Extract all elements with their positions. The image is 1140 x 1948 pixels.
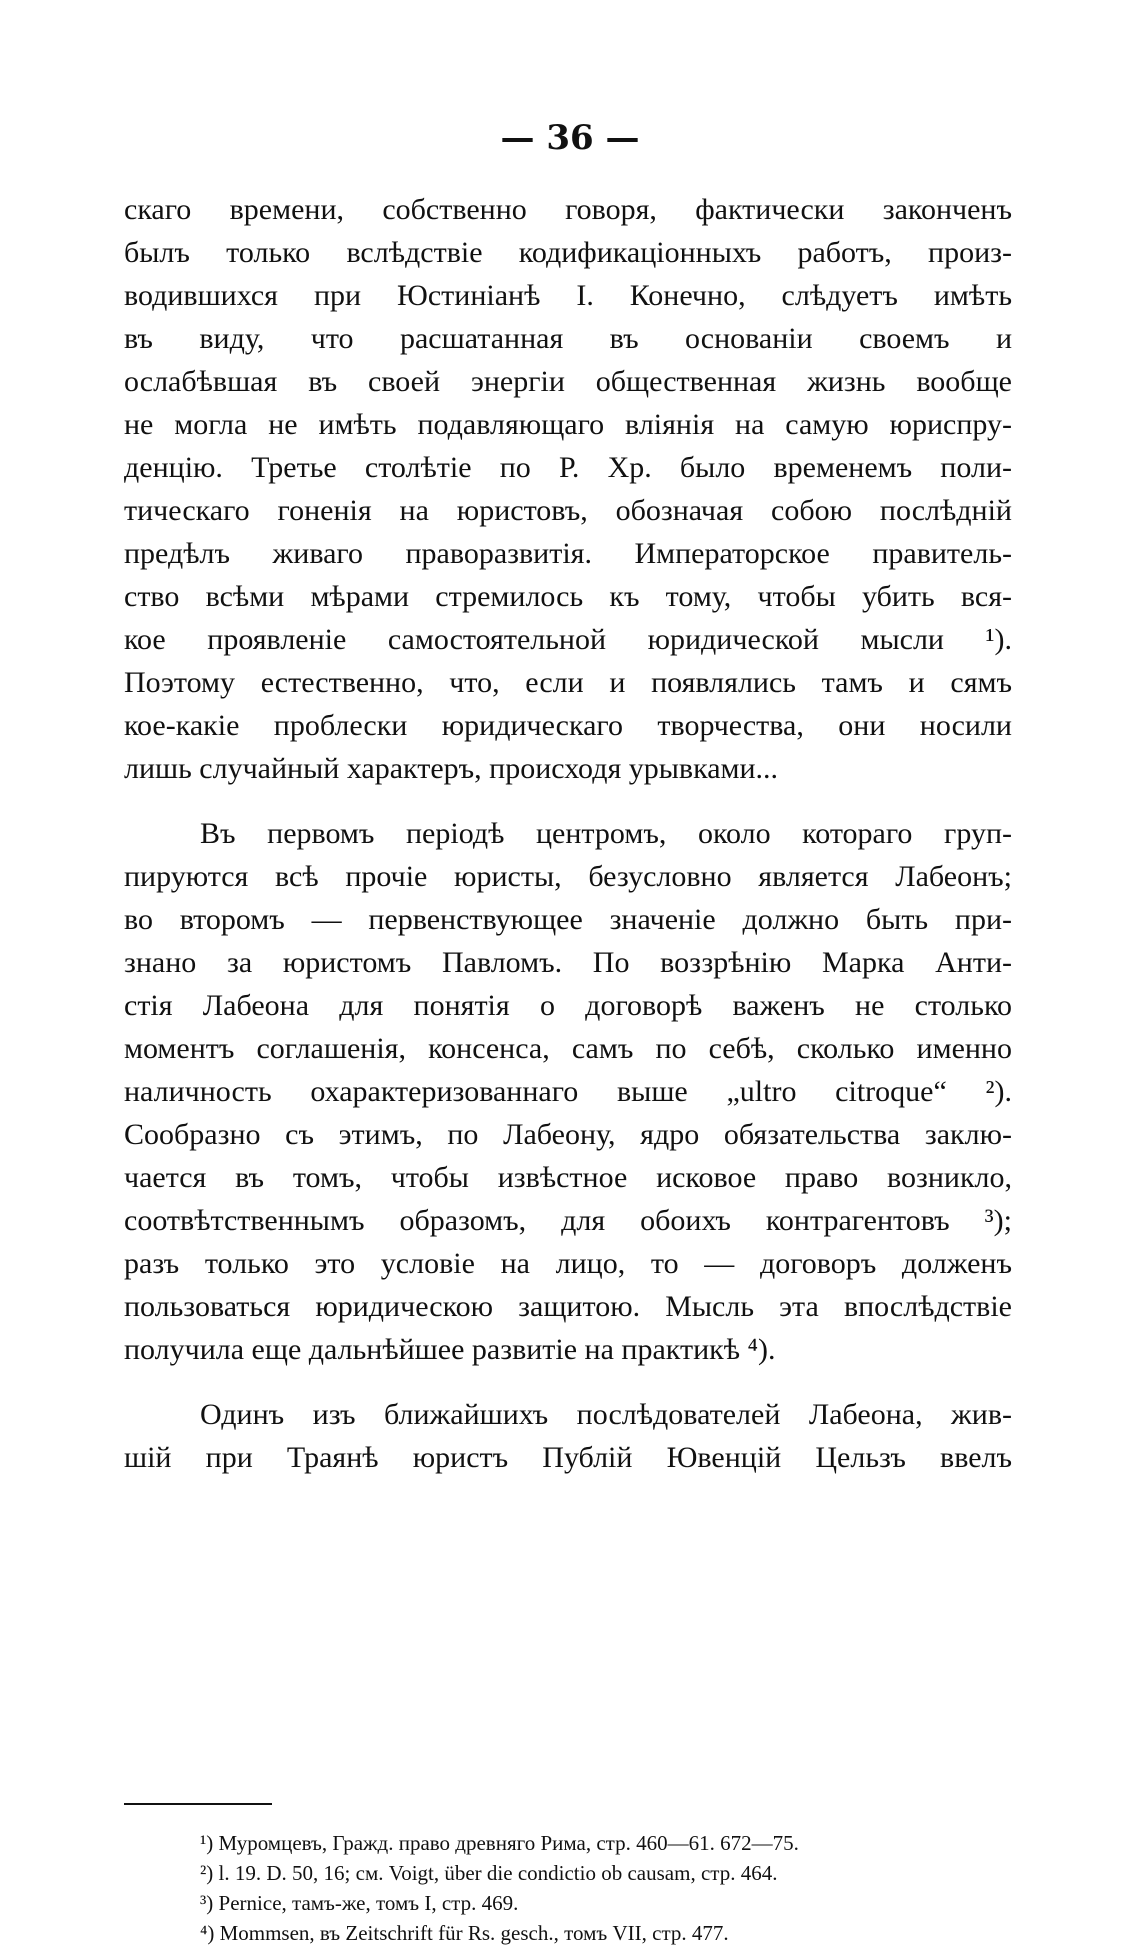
text-line: соотвѣтственнымъ образомъ, для обоихъ контрагентовъ ³); (124, 1204, 1012, 1237)
text-line: шій при Траянѣ юристъ Публій Ювенцій Цельзъ ввелъ (124, 1441, 1012, 1474)
body-text (124, 188, 1012, 1501)
text-line: во второмъ — первенствующее значеніе должно быть при- (124, 903, 1012, 936)
text-line: кое проявленіе самостоятельной юридической мысли ¹). (124, 623, 1012, 656)
text-line: Въ первомъ періодѣ центромъ, около котораго груп- (200, 817, 1012, 850)
text-line: Одинъ изъ ближайшихъ послѣдователей Лабеона, жив- (200, 1398, 1012, 1431)
text-line: пируются всѣ прочіе юристы, безусловно является Лабеонъ; (124, 860, 1012, 893)
text-line: въ виду, что расшатанная въ основаніи своемъ и (124, 322, 1012, 355)
paragraph-3 (124, 1393, 1012, 1479)
paragraph-1 (124, 188, 1012, 790)
text-line: Поэтому естественно, что, если и появлялись тамъ и сямъ (124, 666, 1012, 699)
text-line: денцію. Третье столѣтіе по Р. Хр. было временемъ поли- (124, 451, 1012, 484)
text-line: не могла не имѣть подавляющаго вліянія на самую юриспру- (124, 408, 1012, 441)
text-line: знано за юристомъ Павломъ. По воззрѣнію Марка Анти- (124, 946, 1012, 979)
text-line: ослабѣвшая въ своей энергіи общественная жизнь вообще (124, 365, 1012, 398)
footnotes (200, 1828, 1020, 1948)
text-line: водившихся при Юстиніанѣ I. Конечно, слѣдуетъ имѣть (124, 279, 1012, 312)
paragraph-2 (124, 812, 1012, 1371)
text-line: предѣлъ живаго праворазвитія. Императорское правитель- (124, 537, 1012, 570)
text-line: скаго времени, собственно говоря, фактически законченъ (124, 193, 1012, 226)
text-line: Сообразно съ этимъ, по Лабеону, ядро обязательства заклю- (124, 1118, 1012, 1151)
text-line: моментъ соглашенія, консенса, самъ по себѣ, сколько именно (124, 1032, 1012, 1065)
text-line: стія Лабеона для понятія о договорѣ важенъ не столько (124, 989, 1012, 1022)
text-line: чается въ томъ, чтобы извѣстное исковое право возникло, (124, 1161, 1012, 1194)
footnote-1: ¹) Муромцевъ, Гражд. право древняго Рима, стр. 460—61. 672—75. (200, 1831, 799, 1855)
footnote-3: ³) Pernice, тамъ-же, томъ I, стр. 469. (200, 1891, 519, 1915)
text-line: разъ только это условіе на лицо, то — договоръ долженъ (124, 1247, 1012, 1280)
footnote-2: ²) l. 19. D. 50, 16; см. Voigt, über die condictio ob causam, стр. 464. (200, 1861, 778, 1885)
footnote-divider (124, 1803, 272, 1805)
text-line: наличность охарактеризованнаго выше „ultro citroque“ ²). (124, 1075, 1012, 1108)
page-number: — 36 — (500, 118, 640, 158)
text-line: кое-какіе проблески юридическаго творчества, они носили (124, 709, 1012, 742)
text-line: получила еще дальнѣйшее развитіе на практикѣ ⁴). (124, 1333, 776, 1366)
text-line: ство всѣми мѣрами стремилось къ тому, чтобы убить вся- (124, 580, 1012, 613)
text-line: лишь случайный характеръ, происходя урывками... (124, 752, 779, 785)
text-line: пользоваться юридическою защитою. Мысль эта впослѣдствіе (124, 1290, 1012, 1323)
text-line: былъ только вслѣдствіе кодификаціонныхъ работъ, произ- (124, 236, 1012, 269)
footnote-4: ⁴) Mommsen, въ Zeitschrift für Rs. gesch., томъ VII, стр. 477. (200, 1921, 729, 1945)
text-line: тическаго гоненія на юристовъ, обозначая собою послѣдній (124, 494, 1012, 527)
